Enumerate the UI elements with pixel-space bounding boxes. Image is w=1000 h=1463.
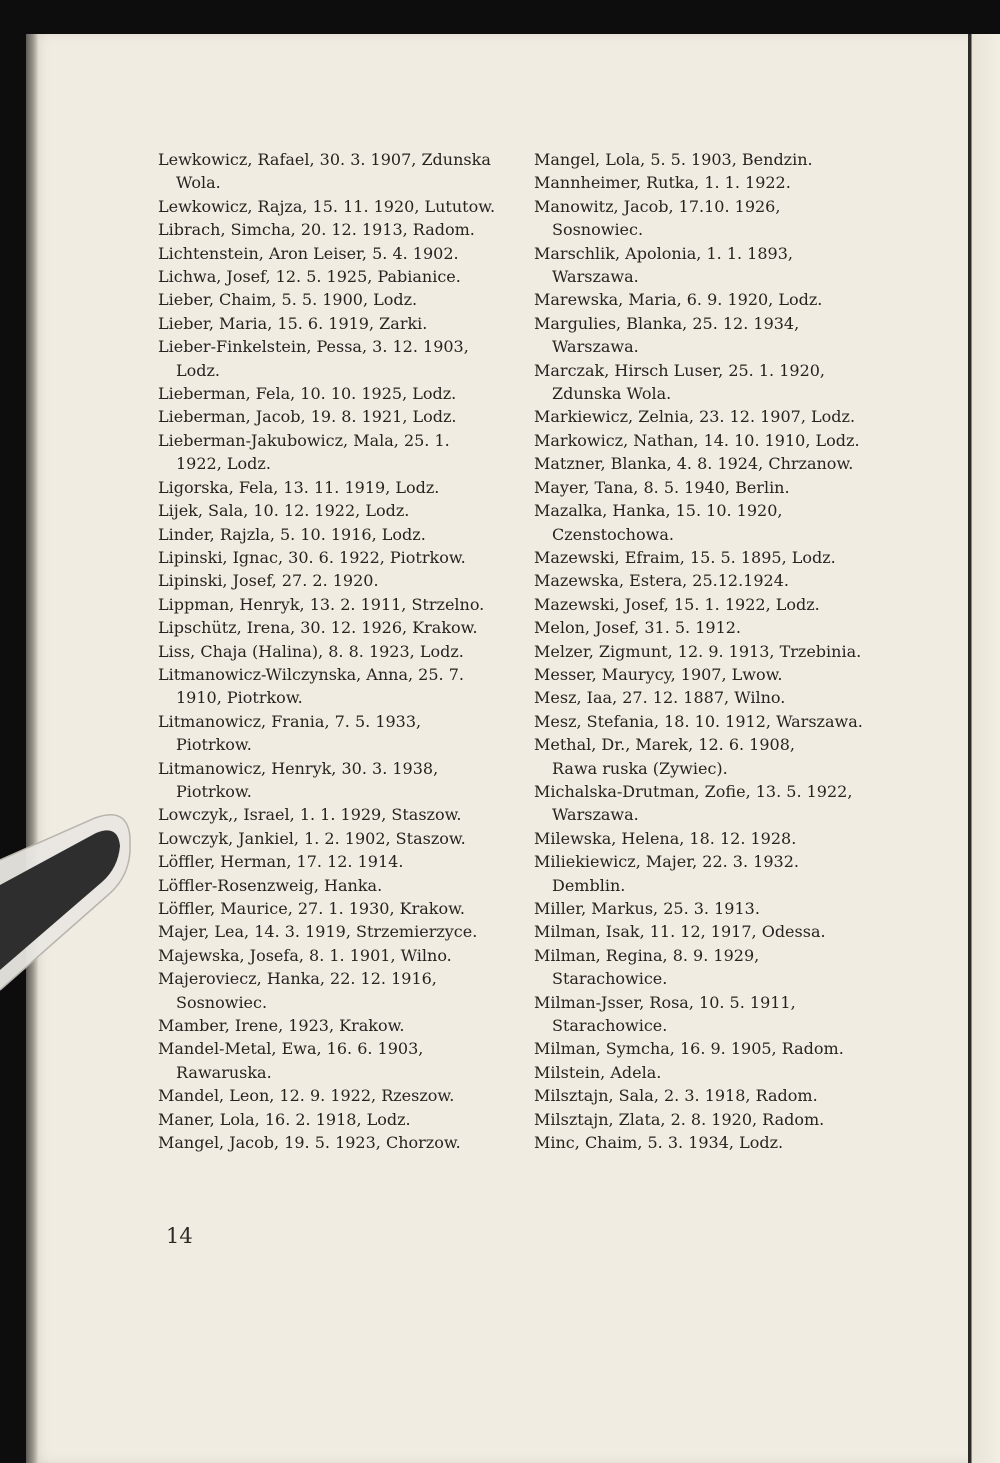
directory-entry xyxy=(158,335,514,382)
directory-entry xyxy=(158,1037,514,1084)
directory-entry xyxy=(158,218,514,241)
entry-text: Litmanowicz-Wilczynska, Anna, 25. 7. xyxy=(158,664,464,684)
page-number: 14 xyxy=(166,1224,193,1248)
entry-continuation: Starachowice. xyxy=(552,969,668,989)
directory-entry xyxy=(158,874,514,897)
entry-continuation: Warszawa. xyxy=(552,267,639,287)
directory-entry xyxy=(534,195,890,242)
directory-entry xyxy=(158,312,514,335)
entry-text: Löffler, Herman, 17. 12. 1914. xyxy=(158,852,404,872)
directory-entry xyxy=(158,546,514,569)
entry-text: Lieberman, Jacob, 19. 8. 1921, Lodz. xyxy=(158,407,457,427)
directory-entry xyxy=(534,1084,890,1107)
directory-entry xyxy=(158,640,514,663)
directory-entry xyxy=(534,944,890,991)
entry-text: Mazalka, Hanka, 15. 10. 1920, xyxy=(534,501,783,521)
entry-text: Milman, Isak, 11. 12, 1917, Odessa. xyxy=(534,922,826,942)
entry-text: Lipschütz, Irena, 30. 12. 1926, Krakow. xyxy=(158,618,478,638)
entry-text: Löffler-Rosenzweig, Hanka. xyxy=(158,875,383,895)
entry-text: Miller, Markus, 25. 3. 1913. xyxy=(534,899,760,918)
directory-entry xyxy=(158,944,514,967)
directory-entry xyxy=(158,1108,514,1131)
directory-entry xyxy=(534,1037,890,1060)
directory-entry xyxy=(534,171,890,194)
entry-text: Librach, Simcha, 20. 12. 1913, Radom. xyxy=(158,220,475,240)
directory-entry xyxy=(534,148,890,171)
entry-continuation: Zdunska Wola. xyxy=(552,384,672,404)
right-column xyxy=(534,148,890,1154)
directory-entry xyxy=(534,288,890,311)
directory-entry xyxy=(158,523,514,546)
entry-continuation: Starachowice. xyxy=(552,1016,668,1036)
directory-entry xyxy=(534,897,890,920)
entry-text: Mangel, Jacob, 19. 5. 1923, Chorzow. xyxy=(158,1133,461,1153)
entry-text: Marczak, Hirsch Luser, 25. 1. 1920, xyxy=(534,360,826,380)
entry-text: Lieber, Maria, 15. 6. 1919, Zarki. xyxy=(158,313,428,333)
entry-text: Markiewicz, Zelnia, 23. 12. 1907, Lodz. xyxy=(534,407,856,427)
entry-text: Majewska, Josefa, 8. 1. 1901, Wilno. xyxy=(158,945,452,965)
entry-text: Lowczyk, Jankiel, 1. 2. 1902, Staszow. xyxy=(158,828,466,848)
entry-text: Mesz, Stefania, 18. 10. 1912, Warszawa. xyxy=(534,711,863,731)
directory-entry xyxy=(534,476,890,499)
entry-continuation: Lodz. xyxy=(176,360,221,380)
directory-entry xyxy=(534,429,890,452)
entry-text: Mayer, Tana, 8. 5. 1940, Berlin. xyxy=(534,477,790,497)
directory-entry xyxy=(158,288,514,311)
entry-text: Ligorska, Fela, 13. 11. 1919, Lodz. xyxy=(158,477,440,497)
book-spine xyxy=(26,34,38,1463)
entry-continuation: Sosnowiec. xyxy=(176,992,268,1012)
directory-entry xyxy=(534,242,890,289)
directory-entry xyxy=(158,827,514,850)
entry-continuation: Rawaruska. xyxy=(176,1062,272,1082)
directory-entry xyxy=(158,1084,514,1107)
entry-continuation: Warszawa. xyxy=(552,337,639,357)
entry-text: Lipinski, Josef, 27. 2. 1920. xyxy=(158,571,379,591)
directory-entry xyxy=(534,616,890,639)
entry-text: Löffler, Maurice, 27. 1. 1930, Krakow. xyxy=(158,899,465,918)
entry-text: Mamber, Irene, 1923, Krakow. xyxy=(158,1016,405,1036)
entry-text: Majer, Lea, 14. 3. 1919, Strzemierzyce. xyxy=(158,922,478,942)
entry-text: Lieber, Chaim, 5. 5. 1900, Lodz. xyxy=(158,290,418,310)
directory-entry xyxy=(534,780,890,827)
directory-entry xyxy=(534,663,890,686)
entry-text: Linder, Rajzla, 5. 10. 1916, Lodz. xyxy=(158,524,426,544)
entry-text: Milsztajn, Sala, 2. 3. 1918, Radom. xyxy=(534,1086,818,1106)
entry-text: Milsztajn, Zlata, 2. 8. 1920, Radom. xyxy=(534,1109,825,1129)
entry-text: Lieberman, Fela, 10. 10. 1925, Lodz. xyxy=(158,384,457,404)
directory-entry xyxy=(534,827,890,850)
entry-text: Lewkowicz, Rafael, 30. 3. 1907, Zdunska xyxy=(158,150,491,169)
entry-text: Matzner, Blanka, 4. 8. 1924, Chrzanow. xyxy=(534,454,854,474)
entry-text: Maner, Lola, 16. 2. 1918, Lodz. xyxy=(158,1109,411,1129)
entry-text: Liss, Chaja (Halina), 8. 8. 1923, Lodz. xyxy=(158,641,464,661)
left-column xyxy=(158,148,514,1154)
entry-text: Milman, Symcha, 16. 9. 1905, Radom. xyxy=(534,1039,844,1059)
entry-continuation: Piotrkow. xyxy=(176,735,252,755)
entry-continuation: Rawa ruska (Zywiec). xyxy=(552,758,728,778)
entry-text: Messer, Maurycy, 1907, Lwow. xyxy=(534,664,783,684)
entry-text: Majeroviecz, Hanka, 22. 12. 1916, xyxy=(158,969,437,989)
directory-entry xyxy=(534,312,890,359)
directory-entry xyxy=(158,616,514,639)
directory-entry xyxy=(158,499,514,522)
directory-entry xyxy=(158,967,514,1014)
entry-text: Mannheimer, Rutka, 1. 1. 1922. xyxy=(534,173,791,193)
entry-text: Melzer, Zigmunt, 12. 9. 1913, Trzebinia. xyxy=(534,641,862,661)
directory-entry xyxy=(534,920,890,943)
entry-text: Miliekiewicz, Majer, 22. 3. 1932. xyxy=(534,852,799,872)
directory-entry xyxy=(534,546,890,569)
directory-entry xyxy=(158,593,514,616)
directory-entry xyxy=(534,1061,890,1084)
entry-text: Litmanowicz, Frania, 7. 5. 1933, xyxy=(158,711,422,731)
entry-text: Lewkowicz, Rajza, 15. 11. 1920, Lututow. xyxy=(158,196,496,216)
directory-entry xyxy=(158,850,514,873)
directory-entry xyxy=(534,686,890,709)
directory-entry xyxy=(534,405,890,428)
directory-entry xyxy=(158,405,514,428)
entry-text: Lippman, Henryk, 13. 2. 1911, Strzelno. xyxy=(158,594,485,614)
directory-entry xyxy=(158,429,514,476)
entry-text: Lieberman-Jakubowicz, Mala, 25. 1. xyxy=(158,430,450,450)
directory-entry xyxy=(158,710,514,757)
directory-entry xyxy=(158,757,514,804)
directory-entry xyxy=(534,1131,890,1154)
entry-text: Mazewski, Efraim, 15. 5. 1895, Lodz. xyxy=(534,547,836,567)
entry-continuation: Piotrkow. xyxy=(176,781,252,801)
entry-text: Mandel, Leon, 12. 9. 1922, Rzeszow. xyxy=(158,1086,455,1106)
directory-entry xyxy=(534,1108,890,1131)
entry-continuation: Warszawa. xyxy=(552,805,639,825)
entry-text: Melon, Josef, 31. 5. 1912. xyxy=(534,618,742,638)
adjacent-page-edge xyxy=(968,34,1000,1463)
entry-text: Margulies, Blanka, 25. 12. 1934, xyxy=(534,313,800,333)
entry-text: Michalska-Drutman, Zofie, 13. 5. 1922, xyxy=(534,781,853,801)
directory-entry xyxy=(158,265,514,288)
entry-text: Lichtenstein, Aron Leiser, 5. 4. 1902. xyxy=(158,243,459,263)
directory-entry xyxy=(534,710,890,733)
entry-continuation: Sosnowiec. xyxy=(552,220,644,240)
directory-entry xyxy=(534,593,890,616)
directory-entry xyxy=(158,1014,514,1037)
entry-text: Mazewska, Estera, 25.12.1924. xyxy=(534,571,789,591)
entry-text: Lowczyk,, Israel, 1. 1. 1929, Staszow. xyxy=(158,805,462,825)
entry-text: Minc, Chaim, 5. 3. 1934, Lodz. xyxy=(534,1133,784,1153)
directory-entry xyxy=(534,499,890,546)
directory-entry xyxy=(158,569,514,592)
entry-text: Methal, Dr., Marek, 12. 6. 1908, xyxy=(534,735,795,755)
directory-entry xyxy=(158,476,514,499)
directory-entry xyxy=(158,242,514,265)
directory-entry xyxy=(534,359,890,406)
entry-continuation: 1922, Lodz. xyxy=(176,454,271,474)
entry-continuation: Czenstochowa. xyxy=(552,524,674,544)
directory-entry xyxy=(158,1131,514,1154)
directory-entry xyxy=(534,640,890,663)
entry-text: Mandel-Metal, Ewa, 16. 6. 1903, xyxy=(158,1039,424,1059)
entry-text: Lieber-Finkelstein, Pessa, 3. 12. 1903, xyxy=(158,337,469,357)
directory-entry xyxy=(158,148,514,195)
entry-text: Lichwa, Josef, 12. 5. 1925, Pabianice. xyxy=(158,267,461,287)
entry-text: Lipinski, Ignac, 30. 6. 1922, Piotrkow. xyxy=(158,547,466,567)
entry-text: Milman, Regina, 8. 9. 1929, xyxy=(534,945,760,965)
directory-entry xyxy=(534,569,890,592)
entry-text: Milewska, Helena, 18. 12. 1928. xyxy=(534,828,797,848)
entry-text: Litmanowicz, Henryk, 30. 3. 1938, xyxy=(158,758,439,778)
directory-entry xyxy=(158,897,514,920)
entry-text: Marschlik, Apolonia, 1. 1. 1893, xyxy=(534,243,793,263)
entry-text: Milstein, Adela. xyxy=(534,1062,662,1082)
directory-entry xyxy=(158,195,514,218)
entry-continuation: Wola. xyxy=(176,173,221,193)
entry-text: Mazewski, Josef, 15. 1. 1922, Lodz. xyxy=(534,594,820,614)
directory-entry xyxy=(158,663,514,710)
directory-entry xyxy=(158,382,514,405)
entry-text: Mesz, Iaa, 27. 12. 1887, Wilno. xyxy=(534,688,786,708)
entry-text: Manowitz, Jacob, 17.10. 1926, xyxy=(534,196,781,216)
entry-continuation: 1910, Piotrkow. xyxy=(176,688,303,708)
directory-entry xyxy=(534,850,890,897)
directory-entry xyxy=(158,803,514,826)
entry-text: Milman-Jsser, Rosa, 10. 5. 1911, xyxy=(534,992,796,1012)
directory-entry xyxy=(158,920,514,943)
directory-entry xyxy=(534,733,890,780)
entry-continuation: Demblin. xyxy=(552,875,626,895)
entry-text: Mangel, Lola, 5. 5. 1903, Bendzin. xyxy=(534,150,813,169)
entry-text: Markowicz, Nathan, 14. 10. 1910, Lodz. xyxy=(534,430,860,450)
directory-entry xyxy=(534,452,890,475)
entry-text: Marewska, Maria, 6. 9. 1920, Lodz. xyxy=(534,290,823,310)
entry-text: Lijek, Sala, 10. 12. 1922, Lodz. xyxy=(158,501,410,521)
directory-entry xyxy=(534,991,890,1038)
